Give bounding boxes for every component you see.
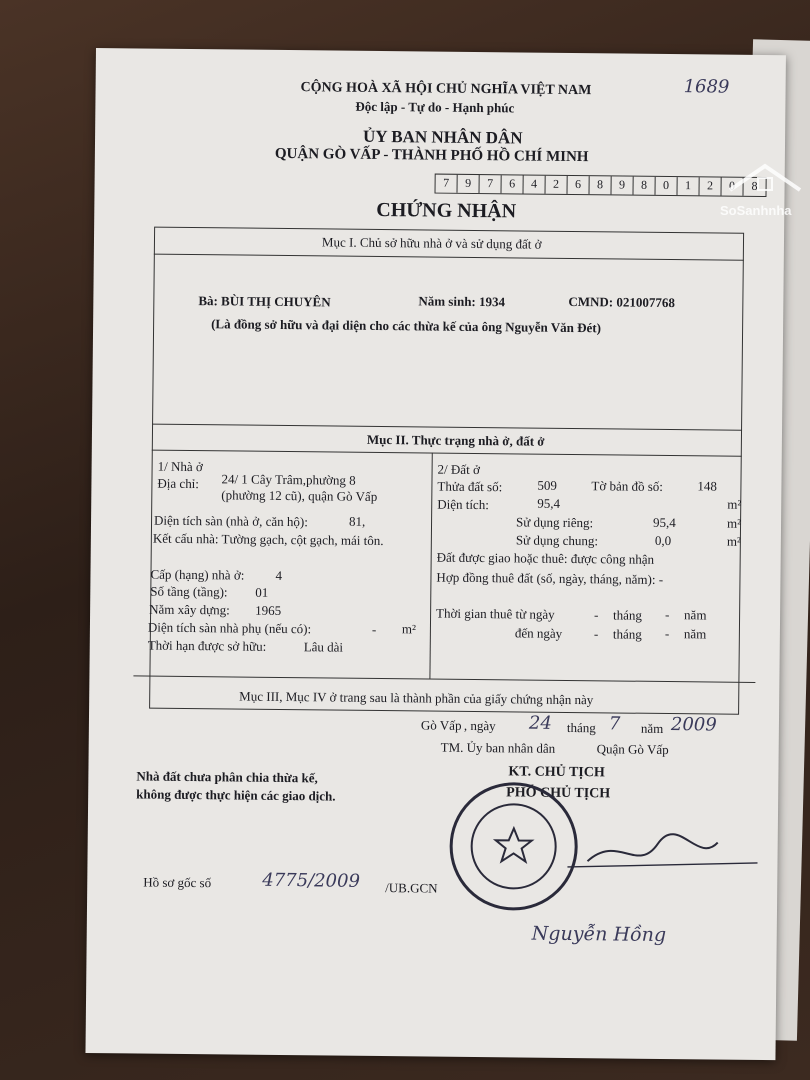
signer-name: Nguyễn Hồng [531, 922, 667, 947]
signing-day: 24 [528, 712, 552, 734]
section2-title: Mục II. Thực trạng nhà ở, đất ở [366, 431, 545, 449]
owner-note: (Là đồng sở hữu và đại diện cho các thừa kế của ông Nguyễn Văn Đét) [211, 316, 602, 336]
lease-to-month: tháng [612, 626, 642, 642]
owner-name: Bà: BÙI THỊ CHUYÊN [198, 293, 331, 310]
private-use-unit: m² [726, 515, 742, 531]
land-area-unit: m² [727, 496, 742, 512]
floor-area-label: Diện tích sàn (nhà ở, căn hộ): [153, 512, 308, 530]
national-motto: Độc lập - Tự do - Hạnh phúc [355, 98, 515, 116]
month-label: tháng [566, 719, 596, 736]
common-use-label: Sử dụng chung: [515, 532, 599, 549]
document-title: CHỨNG NHẬN [376, 198, 517, 223]
lease-to-year: năm [683, 626, 707, 642]
lease-to-dash1: - [593, 626, 599, 642]
year-label: năm [640, 720, 664, 736]
signing-year: 2009 [670, 714, 717, 736]
land-heading: 2/ Đất ở [437, 461, 480, 478]
common-use-unit: m² [726, 533, 741, 549]
signature-strokes [557, 823, 768, 885]
aux-area-label: Diện tích sàn nhà phụ (nếu có): [147, 619, 312, 637]
section1-title: Mục I. Chủ sở hữu nhà ở và sử dụng đất ở [321, 234, 542, 252]
country-name: CỘNG HOÀ XÃ HỘI CHỦ NGHĨA VIỆT NAM [300, 80, 592, 99]
district-name: QUẬN GÒ VẤP - THÀNH PHỐ HỒ CHÍ MINH [274, 145, 589, 166]
land-area-value: 95,4 [537, 495, 561, 511]
section-footer-note: Mục III, Mục IV ở trang sau là thành phần của giấy chứng nhận này [239, 688, 594, 708]
ownership-term-label: Thời hạn được sở hữu: [147, 637, 267, 654]
lease-from-dash1: - [594, 607, 599, 623]
private-use-value: 95,4 [652, 514, 676, 531]
lease-from-dash2: - [665, 606, 670, 623]
role-line2: PHÓ CHỦ TỊCH [506, 785, 611, 802]
year-built-value: 1965 [255, 602, 282, 618]
floor-area-value: 81, [348, 513, 366, 529]
lease-from-label: Thời gian thuê từ ngày [436, 605, 555, 622]
lease-to-dash2: - [664, 625, 670, 642]
grade-label: Cấp (hạng) nhà ở: [150, 566, 245, 583]
record-number: 4775/2009 [262, 869, 361, 892]
grade-value: 4 [275, 567, 283, 583]
private-use-label: Sử dụng riêng: [515, 514, 594, 531]
lease-to-label: đến ngày [514, 625, 563, 641]
land-allocation: Đất được giao hoặc thuê: được công nhận [436, 549, 655, 567]
address-label: Địa chỉ: [157, 475, 200, 492]
land-area-label: Diện tích: [437, 496, 489, 513]
aux-area-unit: m² [401, 621, 417, 637]
watermark-brand: SoSanhnha [720, 203, 792, 218]
address-line1: 24/ 1 Cây Trâm,phường 8 [221, 471, 356, 488]
handwritten-number: 1689 [683, 76, 730, 98]
plot-label: Thửa đất số: [437, 478, 503, 495]
year-built-label: Năm xây dựng: [149, 601, 230, 618]
on-behalf-label: TM. Ủy ban nhân dân [440, 739, 556, 756]
lease-from-month: tháng [613, 607, 643, 623]
sosanhnha-watermark-logo [720, 160, 810, 218]
signing-month: 7 [608, 713, 621, 735]
floors-value: 01 [255, 584, 269, 600]
warning-line2: không được thực hiện các giao dịch. [136, 786, 336, 804]
lease-from-year: năm [684, 607, 707, 623]
ownership-term-value: Lâu dài [303, 639, 344, 655]
id-number: CMND: 021007768 [568, 293, 675, 311]
day-label: , ngày [463, 717, 496, 734]
warning-line1: Nhà đất chưa phân chia thừa kế, [136, 768, 318, 786]
signing-place: Gò Vấp [420, 717, 462, 733]
house-logo-icon [720, 160, 810, 200]
record-label: Hồ sơ gốc số [143, 874, 212, 891]
floors-label: Số tầng (tầng): [150, 583, 228, 600]
serial-number-boxes: 7 9 7 6 4 2 6 8 9 8 0 1 2 0 8 [434, 174, 766, 197]
aux-area-value: - [371, 621, 377, 637]
address-line2: (phường 12 cũ), quận Gò Vấp [221, 487, 378, 504]
record-suffix: /UB.GCN [385, 880, 438, 896]
map-sheet-label: Tờ bản đồ số: [591, 478, 664, 494]
signing-district: Quận Gò Vấp [596, 741, 669, 758]
common-use-value: 0,0 [654, 532, 672, 549]
role-line1: KT. CHỦ TỊCH [508, 764, 605, 781]
house-heading: 1/ Nhà ở [157, 458, 203, 475]
certificate-page [85, 48, 785, 1060]
birth-year: Năm sinh: 1934 [418, 293, 506, 310]
committee-name: ỦY BAN NHÂN DÂN [362, 126, 523, 148]
structure: Kết cấu nhà: Tường gạch, cột gạch, mái tôn. [152, 530, 384, 549]
lease-contract: Hợp đồng thuê đất (số, ngày, tháng, năm): - [436, 569, 664, 587]
map-sheet-value: 148 [697, 478, 718, 494]
plot-value: 509 [537, 477, 558, 493]
